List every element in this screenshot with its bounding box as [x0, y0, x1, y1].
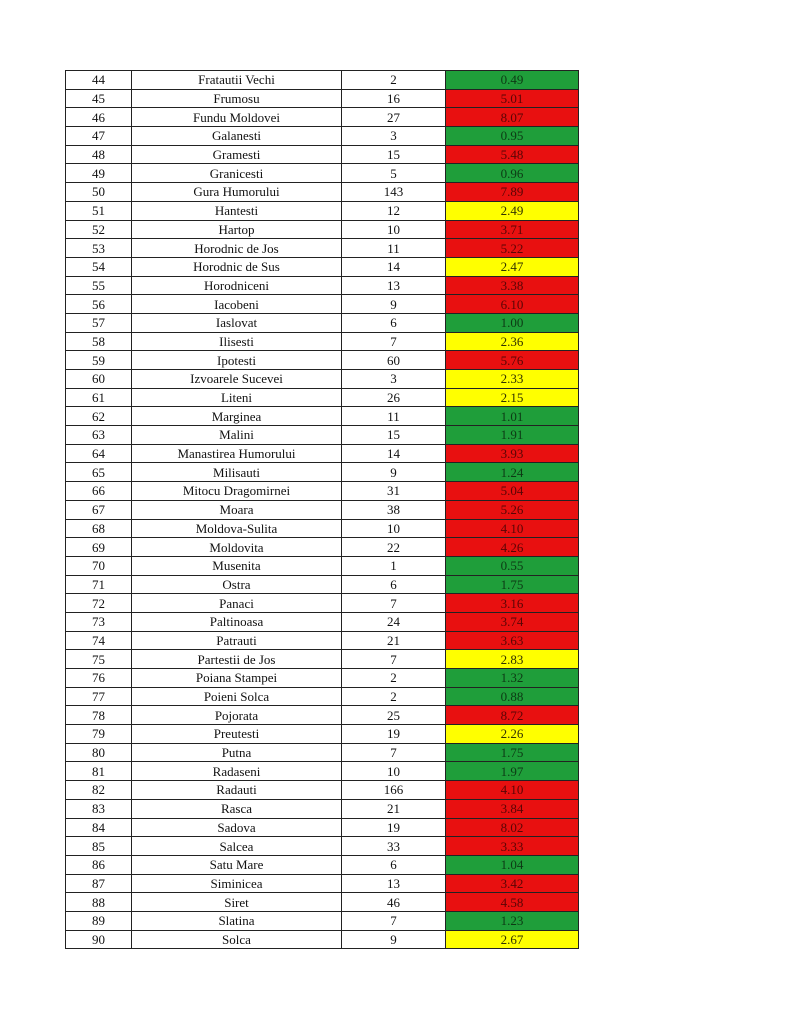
locality-name-cell: Iaslovat	[132, 313, 342, 332]
locality-name-cell: Iacobeni	[132, 295, 342, 314]
row-number-cell: 84	[66, 818, 132, 837]
rate-value-cell: 1.00	[446, 313, 579, 332]
rate-value-cell: 3.71	[446, 220, 579, 239]
table-row	[66, 89, 579, 108]
row-number-cell: 88	[66, 893, 132, 912]
row-number-cell: 66	[66, 482, 132, 501]
row-number-cell: 51	[66, 201, 132, 220]
rate-value-cell: 1.24	[446, 463, 579, 482]
rate-value-cell: 3.63	[446, 631, 579, 650]
row-number-cell: 73	[66, 612, 132, 631]
rate-value-cell: 5.04	[446, 482, 579, 501]
case-count-cell: 7	[342, 594, 446, 613]
locality-name-cell: Paltinoasa	[132, 612, 342, 631]
table-row	[66, 71, 579, 90]
row-number-cell: 77	[66, 687, 132, 706]
row-number-cell: 46	[66, 108, 132, 127]
rate-value-cell: 3.38	[446, 276, 579, 295]
locality-name-cell: Rasca	[132, 799, 342, 818]
rate-value-cell: 5.76	[446, 351, 579, 370]
rate-value-cell: 0.95	[446, 127, 579, 146]
locality-name-cell: Patrauti	[132, 631, 342, 650]
locality-name-cell: Poieni Solca	[132, 687, 342, 706]
case-count-cell: 10	[342, 762, 446, 781]
case-count-cell: 6	[342, 855, 446, 874]
locality-name-cell: Radaseni	[132, 762, 342, 781]
table-row	[66, 762, 579, 781]
table-row	[66, 650, 579, 669]
rate-value-cell: 0.49	[446, 71, 579, 90]
rate-value-cell: 1.32	[446, 669, 579, 688]
case-count-cell: 22	[342, 538, 446, 557]
table-row	[66, 855, 579, 874]
row-number-cell: 79	[66, 725, 132, 744]
table-row	[66, 351, 579, 370]
row-number-cell: 47	[66, 127, 132, 146]
locality-name-cell: Hantesti	[132, 201, 342, 220]
rate-value-cell: 8.07	[446, 108, 579, 127]
rate-value-cell: 2.15	[446, 388, 579, 407]
rate-value-cell: 5.01	[446, 89, 579, 108]
row-number-cell: 64	[66, 444, 132, 463]
rate-value-cell: 2.47	[446, 257, 579, 276]
case-count-cell: 31	[342, 482, 446, 501]
row-number-cell: 76	[66, 669, 132, 688]
case-count-cell: 7	[342, 743, 446, 762]
row-number-cell: 52	[66, 220, 132, 239]
case-count-cell: 21	[342, 799, 446, 818]
case-count-cell: 19	[342, 725, 446, 744]
row-number-cell: 55	[66, 276, 132, 295]
locality-name-cell: Moara	[132, 500, 342, 519]
row-number-cell: 58	[66, 332, 132, 351]
rate-value-cell: 8.02	[446, 818, 579, 837]
rate-value-cell: 1.04	[446, 855, 579, 874]
rate-value-cell: 2.36	[446, 332, 579, 351]
row-number-cell: 65	[66, 463, 132, 482]
row-number-cell: 53	[66, 239, 132, 258]
locality-name-cell: Frumosu	[132, 89, 342, 108]
case-count-cell: 15	[342, 145, 446, 164]
case-count-cell: 9	[342, 463, 446, 482]
rate-value-cell: 5.22	[446, 239, 579, 258]
rate-value-cell: 7.89	[446, 183, 579, 202]
row-number-cell: 86	[66, 855, 132, 874]
row-number-cell: 74	[66, 631, 132, 650]
case-count-cell: 166	[342, 781, 446, 800]
case-count-cell: 6	[342, 575, 446, 594]
locality-name-cell: Mitocu Dragomirnei	[132, 482, 342, 501]
case-count-cell: 19	[342, 818, 446, 837]
locality-name-cell: Preutesti	[132, 725, 342, 744]
row-number-cell: 72	[66, 594, 132, 613]
rate-value-cell: 1.23	[446, 911, 579, 930]
rate-value-cell: 0.96	[446, 164, 579, 183]
row-number-cell: 83	[66, 799, 132, 818]
rate-value-cell: 6.10	[446, 295, 579, 314]
table-row	[66, 893, 579, 912]
locality-name-cell: Salcea	[132, 837, 342, 856]
locality-name-cell: Siret	[132, 893, 342, 912]
locality-name-cell: Solca	[132, 930, 342, 949]
row-number-cell: 67	[66, 500, 132, 519]
case-count-cell: 2	[342, 669, 446, 688]
locality-name-cell: Ostra	[132, 575, 342, 594]
row-number-cell: 50	[66, 183, 132, 202]
table-row	[66, 220, 579, 239]
locality-name-cell: Panaci	[132, 594, 342, 613]
table-row	[66, 183, 579, 202]
row-number-cell: 70	[66, 556, 132, 575]
case-count-cell: 26	[342, 388, 446, 407]
row-number-cell: 60	[66, 370, 132, 389]
case-count-cell: 25	[342, 706, 446, 725]
locality-name-cell: Malini	[132, 426, 342, 445]
table-row	[66, 426, 579, 445]
table-row	[66, 239, 579, 258]
locality-name-cell: Siminicea	[132, 874, 342, 893]
locality-name-cell: Hartop	[132, 220, 342, 239]
table-row	[66, 127, 579, 146]
row-number-cell: 82	[66, 781, 132, 800]
row-number-cell: 61	[66, 388, 132, 407]
locality-name-cell: Manastirea Humorului	[132, 444, 342, 463]
table-row	[66, 781, 579, 800]
rate-value-cell: 1.97	[446, 762, 579, 781]
rate-value-cell: 3.84	[446, 799, 579, 818]
locality-name-cell: Granicesti	[132, 164, 342, 183]
case-count-cell: 24	[342, 612, 446, 631]
table-row	[66, 538, 579, 557]
case-count-cell: 6	[342, 313, 446, 332]
case-count-cell: 16	[342, 89, 446, 108]
table-row	[66, 669, 579, 688]
rate-value-cell: 1.75	[446, 575, 579, 594]
rate-value-cell: 2.49	[446, 201, 579, 220]
row-number-cell: 71	[66, 575, 132, 594]
locality-name-cell: Putna	[132, 743, 342, 762]
rate-value-cell: 5.48	[446, 145, 579, 164]
row-number-cell: 56	[66, 295, 132, 314]
locality-name-cell: Galanesti	[132, 127, 342, 146]
row-number-cell: 89	[66, 911, 132, 930]
row-number-cell: 81	[66, 762, 132, 781]
locality-name-cell: Izvoarele Sucevei	[132, 370, 342, 389]
row-number-cell: 49	[66, 164, 132, 183]
case-count-cell: 9	[342, 930, 446, 949]
row-number-cell: 62	[66, 407, 132, 426]
rate-value-cell: 1.91	[446, 426, 579, 445]
table-row	[66, 706, 579, 725]
case-count-cell: 3	[342, 127, 446, 146]
row-number-cell: 87	[66, 874, 132, 893]
table-row	[66, 108, 579, 127]
locality-name-cell: Milisauti	[132, 463, 342, 482]
rate-value-cell: 1.75	[446, 743, 579, 762]
rate-value-cell: 1.01	[446, 407, 579, 426]
table-row	[66, 444, 579, 463]
table-row	[66, 818, 579, 837]
case-count-cell: 33	[342, 837, 446, 856]
case-count-cell: 14	[342, 444, 446, 463]
case-count-cell: 12	[342, 201, 446, 220]
case-count-cell: 60	[342, 351, 446, 370]
row-number-cell: 54	[66, 257, 132, 276]
locality-name-cell: Fratautii Vechi	[132, 71, 342, 90]
locality-name-cell: Liteni	[132, 388, 342, 407]
rate-value-cell: 0.88	[446, 687, 579, 706]
table-row	[66, 482, 579, 501]
table-row	[66, 631, 579, 650]
table-row	[66, 612, 579, 631]
table-row	[66, 388, 579, 407]
table-row	[66, 500, 579, 519]
rate-value-cell: 4.58	[446, 893, 579, 912]
table-row	[66, 743, 579, 762]
table-row	[66, 687, 579, 706]
rate-value-cell: 2.83	[446, 650, 579, 669]
table-row	[66, 332, 579, 351]
locality-name-cell: Moldovita	[132, 538, 342, 557]
case-count-cell: 1	[342, 556, 446, 575]
case-count-cell: 9	[342, 295, 446, 314]
table-row	[66, 799, 579, 818]
case-count-cell: 7	[342, 911, 446, 930]
row-number-cell: 68	[66, 519, 132, 538]
locality-name-cell: Sadova	[132, 818, 342, 837]
locality-name-cell: Slatina	[132, 911, 342, 930]
rate-value-cell: 8.72	[446, 706, 579, 725]
locality-name-cell: Moldova-Sulita	[132, 519, 342, 538]
rate-value-cell: 3.16	[446, 594, 579, 613]
case-count-cell: 15	[342, 426, 446, 445]
row-number-cell: 69	[66, 538, 132, 557]
table-row	[66, 519, 579, 538]
rate-value-cell: 4.26	[446, 538, 579, 557]
case-count-cell: 11	[342, 407, 446, 426]
rate-value-cell: 3.93	[446, 444, 579, 463]
rate-value-cell: 4.10	[446, 781, 579, 800]
row-number-cell: 78	[66, 706, 132, 725]
locality-name-cell: Horodnic de Jos	[132, 239, 342, 258]
case-count-cell: 3	[342, 370, 446, 389]
table-row	[66, 930, 579, 949]
case-count-cell: 7	[342, 650, 446, 669]
case-count-cell: 10	[342, 220, 446, 239]
rate-value-cell: 4.10	[446, 519, 579, 538]
locality-name-cell: Radauti	[132, 781, 342, 800]
case-count-cell: 143	[342, 183, 446, 202]
locality-name-cell: Partestii de Jos	[132, 650, 342, 669]
table-row	[66, 407, 579, 426]
locality-name-cell: Ipotesti	[132, 351, 342, 370]
table-row	[66, 201, 579, 220]
row-number-cell: 48	[66, 145, 132, 164]
rate-value-cell: 3.33	[446, 837, 579, 856]
table-row	[66, 370, 579, 389]
table-row	[66, 837, 579, 856]
row-number-cell: 90	[66, 930, 132, 949]
row-number-cell: 57	[66, 313, 132, 332]
locality-name-cell: Fundu Moldovei	[132, 108, 342, 127]
locality-name-cell: Marginea	[132, 407, 342, 426]
row-number-cell: 63	[66, 426, 132, 445]
table-row	[66, 575, 579, 594]
rate-value-cell: 2.33	[446, 370, 579, 389]
case-count-cell: 2	[342, 687, 446, 706]
table-body	[66, 71, 579, 949]
table-row	[66, 874, 579, 893]
case-count-cell: 13	[342, 276, 446, 295]
row-number-cell: 80	[66, 743, 132, 762]
locality-name-cell: Horodniceni	[132, 276, 342, 295]
row-number-cell: 44	[66, 71, 132, 90]
row-number-cell: 45	[66, 89, 132, 108]
table-row	[66, 295, 579, 314]
table-row	[66, 164, 579, 183]
locality-name-cell: Gramesti	[132, 145, 342, 164]
rate-value-cell: 2.26	[446, 725, 579, 744]
table-row	[66, 725, 579, 744]
data-table	[65, 70, 579, 949]
table-row	[66, 145, 579, 164]
case-count-cell: 21	[342, 631, 446, 650]
locality-name-cell: Satu Mare	[132, 855, 342, 874]
case-count-cell: 2	[342, 71, 446, 90]
locality-name-cell: Poiana Stampei	[132, 669, 342, 688]
locality-name-cell: Horodnic de Sus	[132, 257, 342, 276]
rate-value-cell: 0.55	[446, 556, 579, 575]
case-count-cell: 7	[342, 332, 446, 351]
locality-name-cell: Gura Humorului	[132, 183, 342, 202]
rate-value-cell: 3.42	[446, 874, 579, 893]
table-row	[66, 594, 579, 613]
case-count-cell: 11	[342, 239, 446, 258]
table-row	[66, 276, 579, 295]
case-count-cell: 5	[342, 164, 446, 183]
case-count-cell: 46	[342, 893, 446, 912]
table-row	[66, 911, 579, 930]
case-count-cell: 38	[342, 500, 446, 519]
row-number-cell: 75	[66, 650, 132, 669]
row-number-cell: 85	[66, 837, 132, 856]
rate-value-cell: 2.67	[446, 930, 579, 949]
rate-value-cell: 5.26	[446, 500, 579, 519]
locality-name-cell: Musenita	[132, 556, 342, 575]
table-row	[66, 313, 579, 332]
locality-name-cell: Pojorata	[132, 706, 342, 725]
locality-name-cell: Ilisesti	[132, 332, 342, 351]
table-row	[66, 463, 579, 482]
case-count-cell: 13	[342, 874, 446, 893]
table-row	[66, 556, 579, 575]
table-row	[66, 257, 579, 276]
case-count-cell: 10	[342, 519, 446, 538]
case-count-cell: 14	[342, 257, 446, 276]
rate-value-cell: 3.74	[446, 612, 579, 631]
case-count-cell: 27	[342, 108, 446, 127]
row-number-cell: 59	[66, 351, 132, 370]
